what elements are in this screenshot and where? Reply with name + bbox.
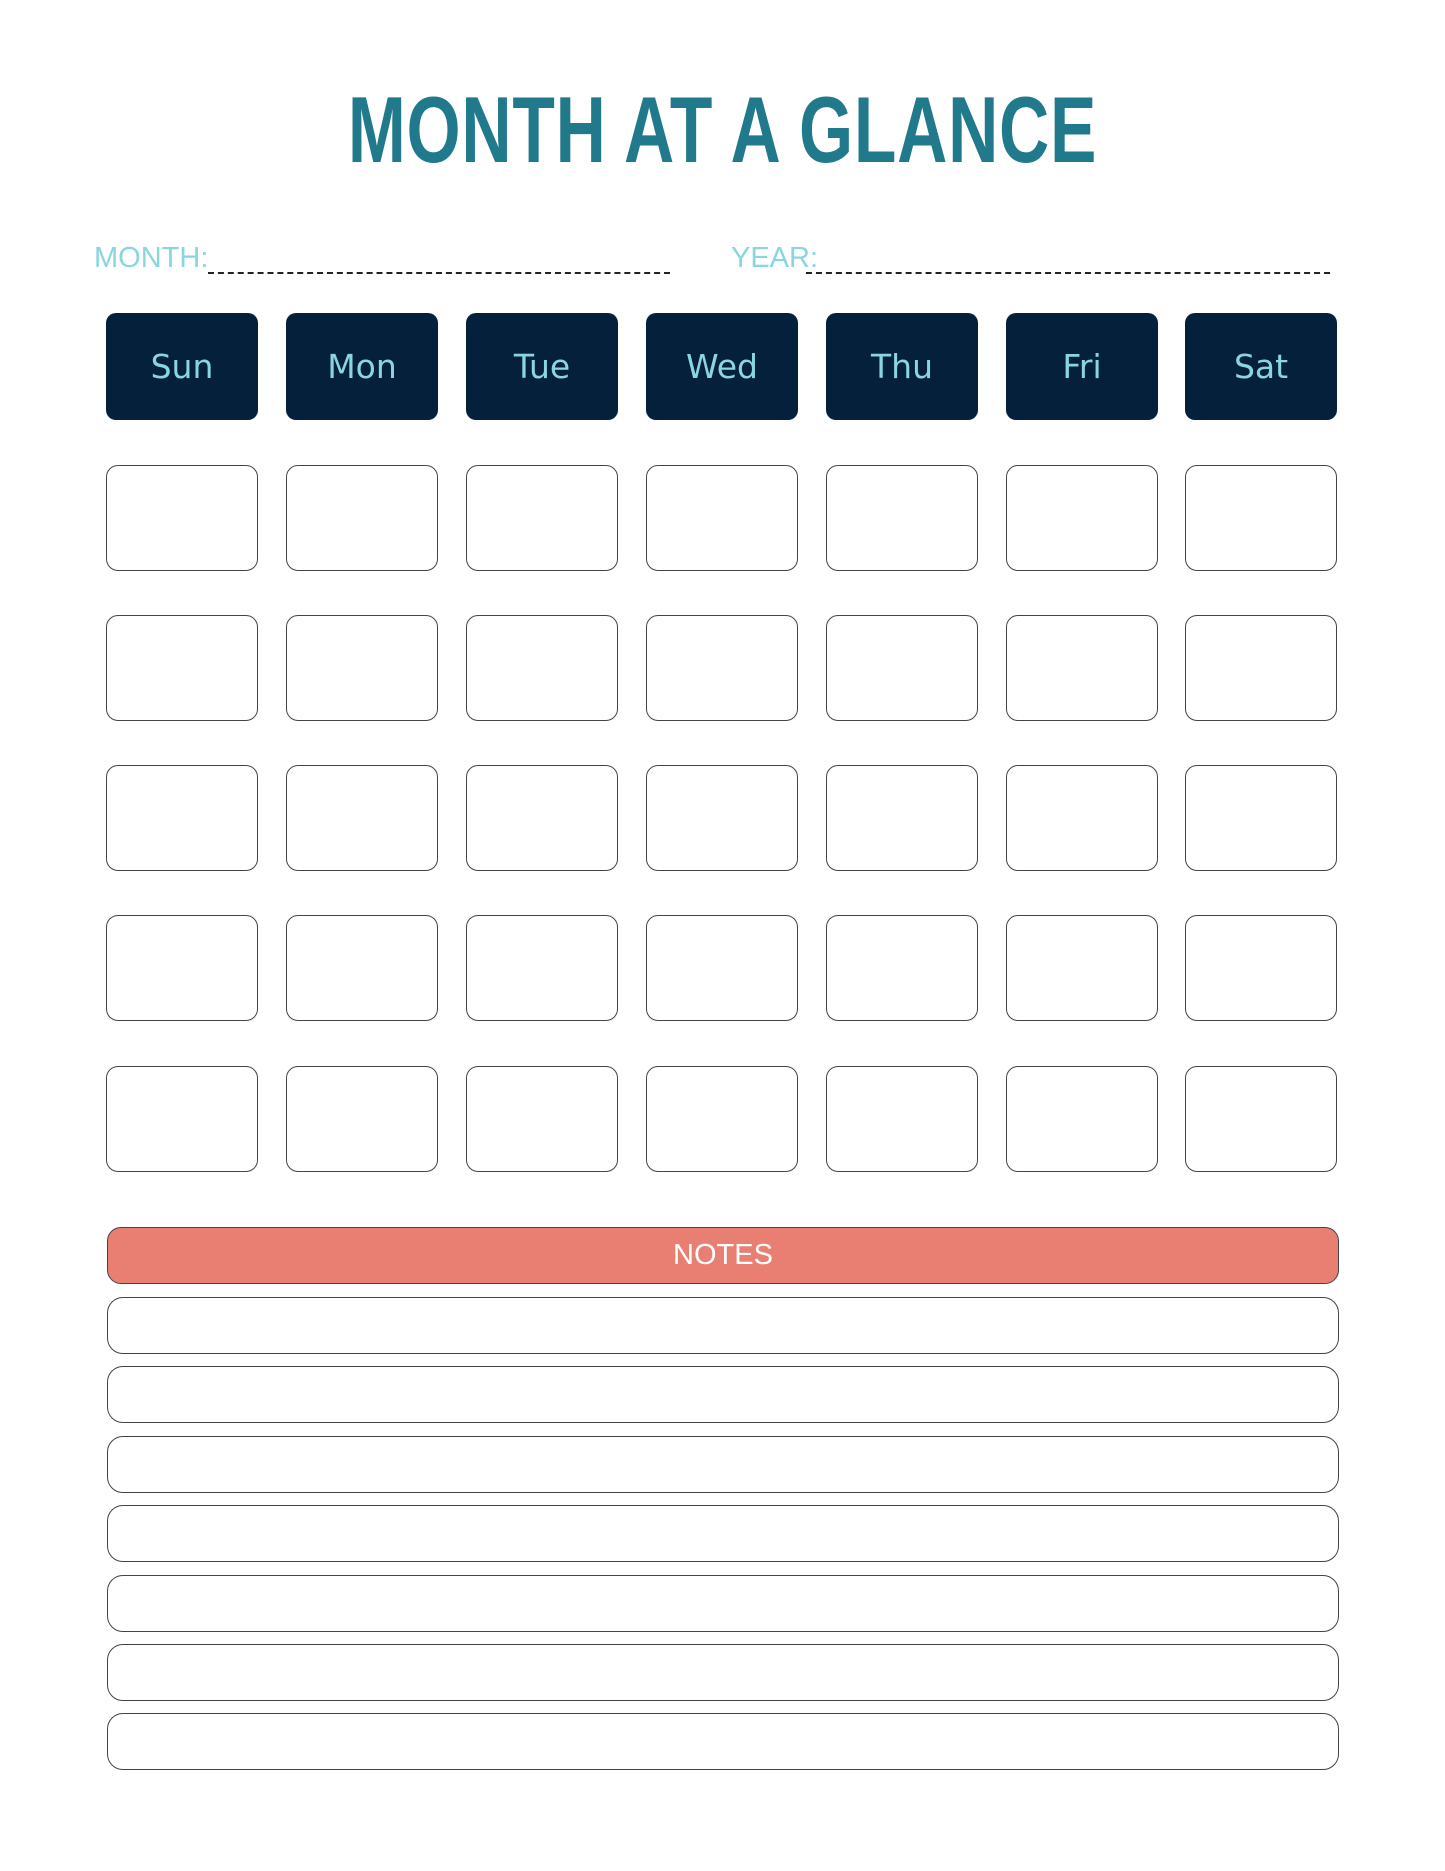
day-header-tue: Tue — [466, 313, 618, 420]
calendar-cell[interactable] — [646, 1066, 798, 1172]
day-header-sat: Sat — [1185, 313, 1337, 420]
notes-line[interactable] — [107, 1436, 1339, 1493]
calendar-cell[interactable] — [286, 765, 438, 871]
year-label: YEAR: — [731, 242, 819, 274]
calendar-cell[interactable] — [106, 1066, 258, 1172]
calendar-cell[interactable] — [106, 915, 258, 1021]
calendar-cell[interactable] — [826, 915, 978, 1021]
notes-header: NOTES — [107, 1227, 1339, 1284]
day-header-thu: Thu — [826, 313, 978, 420]
calendar-cell[interactable] — [466, 1066, 618, 1172]
year-field[interactable] — [806, 272, 1330, 274]
calendar-cell[interactable] — [286, 615, 438, 721]
calendar-cell[interactable] — [826, 615, 978, 721]
calendar-cell[interactable] — [286, 1066, 438, 1172]
calendar-cell[interactable] — [646, 915, 798, 1021]
notes-line[interactable] — [107, 1297, 1339, 1354]
notes-line[interactable] — [107, 1575, 1339, 1632]
day-header-sun: Sun — [106, 313, 258, 420]
calendar-cell[interactable] — [1185, 465, 1337, 571]
calendar-cell[interactable] — [286, 915, 438, 1021]
calendar-cell[interactable] — [1006, 465, 1158, 571]
calendar-cell[interactable] — [826, 465, 978, 571]
day-header-fri: Fri — [1006, 313, 1158, 420]
calendar-cell[interactable] — [1006, 765, 1158, 871]
calendar-cell[interactable] — [646, 465, 798, 571]
calendar-cell[interactable] — [106, 465, 258, 571]
calendar-cell[interactable] — [286, 465, 438, 571]
page-title: MONTH AT A GLANCE — [347, 77, 1098, 182]
day-header-wed: Wed — [646, 313, 798, 420]
calendar-cell[interactable] — [1006, 615, 1158, 721]
calendar-cell[interactable] — [466, 915, 618, 1021]
month-field[interactable] — [208, 272, 670, 274]
calendar-cell[interactable] — [646, 615, 798, 721]
calendar-cell[interactable] — [826, 765, 978, 871]
calendar-cell[interactable] — [646, 765, 798, 871]
calendar-cell[interactable] — [466, 615, 618, 721]
calendar-cell[interactable] — [1185, 915, 1337, 1021]
calendar-cell[interactable] — [1006, 915, 1158, 1021]
calendar-cell[interactable] — [1006, 1066, 1158, 1172]
calendar-cell[interactable] — [826, 1066, 978, 1172]
calendar-cell[interactable] — [1185, 615, 1337, 721]
notes-line[interactable] — [107, 1713, 1339, 1770]
notes-line[interactable] — [107, 1644, 1339, 1701]
calendar-cell[interactable] — [106, 765, 258, 871]
notes-line[interactable] — [107, 1366, 1339, 1423]
notes-line[interactable] — [107, 1505, 1339, 1562]
calendar-cell[interactable] — [1185, 765, 1337, 871]
month-label: MONTH: — [94, 242, 209, 274]
calendar-cell[interactable] — [106, 615, 258, 721]
calendar-cell[interactable] — [466, 765, 618, 871]
calendar-cell[interactable] — [1185, 1066, 1337, 1172]
day-header-mon: Mon — [286, 313, 438, 420]
calendar-cell[interactable] — [466, 465, 618, 571]
